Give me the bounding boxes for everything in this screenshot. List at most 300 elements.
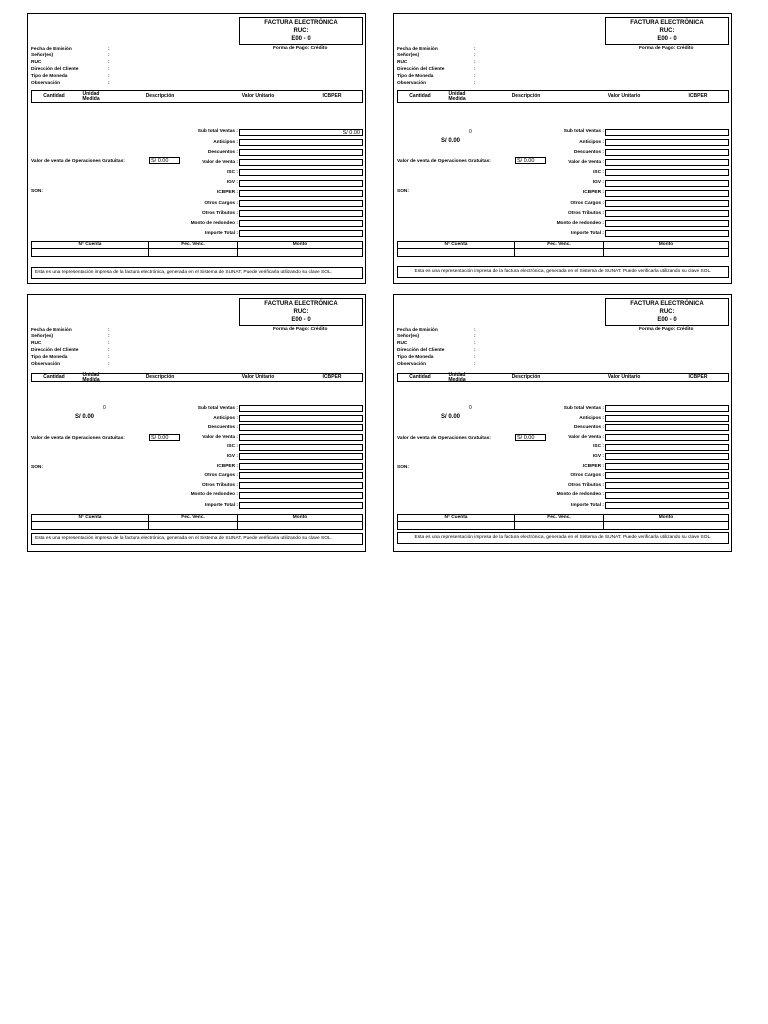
total-label: Valor de Venta : [202,434,238,440]
invoice-ruc: RUC: [293,308,309,315]
total-label: Descuentos : [573,425,604,431]
gratuitas-label: Valor de venta de Operaciones Gratuitas: [397,159,491,164]
payment-form: Forma de Pago: Crédito [273,46,328,51]
client-colon: : [108,60,110,66]
client-row-senor [31,334,191,341]
col-valor-unitario: Valor Unitario [241,92,275,99]
client-colon: : [108,327,110,333]
anticipos-value [605,415,729,422]
accounts-row [398,249,728,256]
client-row-direccion [31,66,191,73]
payment-form: Forma de Pago: Crédito [273,327,328,332]
invoice-top-left [27,13,366,284]
valor-venta-value [605,159,729,166]
client-label: Dirección del Cliente [31,67,79,73]
total-label: Otros Tributos : [202,210,238,216]
total-label: Anticipos : [579,415,604,421]
total-label: Sub total Ventas : [197,406,238,412]
accounts-table [31,241,363,257]
items-table-header [31,90,363,103]
total-row-anticipos [539,137,729,147]
total-row-redondeo [539,219,729,229]
cell-venc [149,522,238,529]
col-valor-unitario: Valor Unitario [607,92,641,99]
igv-value [239,453,363,460]
client-label: Señor(es) [31,53,54,59]
client-colon: : [108,67,110,73]
total-label: Valor de Venta : [568,434,604,440]
son-label: SON: [31,465,43,470]
total-row-otros-cargos [173,198,363,208]
total-row-valor-venta [539,158,729,168]
anticipos-value [239,139,363,146]
client-row-fecha [31,327,191,334]
col-fec-venc: Fec. Venc. [149,515,238,521]
total-label: Monto de redondeo : [556,492,604,498]
col-unidad-medida: Unidad Medida [82,371,100,383]
total-row-otros-tributos [539,481,729,491]
total-row-igv [173,452,363,462]
col-descripcion: Descripción [145,373,175,380]
cell-monto [604,522,728,529]
total-row-isc [539,168,729,178]
client-colon: : [108,80,110,86]
client-row-ruc [31,60,191,67]
otros-cargos-value [605,472,729,479]
subtotal-value: S/ 0.00 [239,129,363,136]
accounts-table [397,241,729,257]
subtotal-value [605,129,729,136]
client-label: Observación [397,361,427,367]
total-label: Monto de redondeo : [190,221,238,227]
total-label: Descuentos : [207,149,238,155]
invoice-bottom-right [393,294,732,552]
client-colon: : [108,348,110,354]
total-row-isc [173,442,363,452]
cell-monto [604,249,728,256]
gratuitas-label: Valor de venta de Operaciones Gratuitas: [31,436,125,441]
icbper-value [239,463,363,470]
col-cantidad: Cantidad [43,373,65,380]
col-descripcion: Descripción [511,373,541,380]
cell-cuenta [32,522,149,529]
total-row-importe-total [173,229,363,239]
col-monto: Monto [658,242,674,247]
client-info [31,327,191,368]
son-label: SON: [397,189,409,194]
total-row-valor-venta [539,433,729,443]
col-unidad-medida: Unidad Medida [82,90,100,102]
icbper-value [239,190,363,197]
total-row-subtotal [173,404,363,414]
otros-tributos-value [605,210,729,217]
client-colon: : [474,341,476,347]
valor-venta-value [239,159,363,166]
client-colon: : [474,53,476,59]
gratuitas-value: S/ 0.00 [515,434,546,441]
invoice-title: FACTURA ELECTRÓNICA [264,301,338,307]
total-row-isc [539,442,729,452]
total-label: IGV : [592,454,604,459]
anticipos-value [605,139,729,146]
descuentos-value [239,149,363,156]
col-nro-cuenta: N° Cuenta [32,242,149,248]
payment-form: Forma de Pago: Crédito [639,327,694,332]
client-label: Observación [31,80,61,86]
total-label: Otros Cargos : [204,473,238,479]
items-table-header [397,90,729,103]
totals-block [539,404,729,512]
col-nro-cuenta: N° Cuenta [398,515,515,521]
accounts-table [397,514,729,530]
items-table-header [31,373,363,382]
importe-total-value [605,502,729,509]
client-label: Fecha de Emisión [31,46,72,52]
total-label: ISC : [227,170,238,176]
total-label: ICBPER : [216,190,238,196]
invoice-serie: E00 - 0 [291,35,311,42]
client-row-senor [397,334,557,341]
total-row-importe-total [539,229,729,239]
total-row-redondeo [173,490,363,500]
redondeo-value [239,492,363,499]
total-label: Monto de redondeo : [190,492,238,498]
total-label: IGV : [592,180,604,186]
total-label: Otros Tributos : [202,482,238,488]
accounts-table [31,514,363,530]
client-colon: : [108,46,110,52]
client-label: RUC [397,60,408,66]
total-row-isc [173,168,363,178]
client-label: Fecha de Emisión [31,327,72,333]
invoice-serie: E00 - 0 [657,35,677,42]
total-label: Descuentos : [573,149,604,155]
legal-footer: Esta es una representación impresa de la factura electrónica, generada en el Sistema de SUNAT. Puede verificarla utilizando su clave SOL. [31,533,363,545]
client-label: Tipo de Moneda [31,354,68,360]
client-label: Tipo de Moneda [397,354,434,360]
client-colon: : [108,334,110,340]
redondeo-value [239,220,363,227]
client-row-senor [397,53,557,60]
igv-value [239,180,363,187]
invoice-top-right [393,13,732,284]
valor-venta-value [605,434,729,441]
gratuitas-value: S/ 0.00 [149,157,180,164]
totals-block [173,404,363,512]
total-row-otros-cargos [539,198,729,208]
invoice-serie: E00 - 0 [657,316,677,323]
total-row-importe-total [539,500,729,512]
total-row-icbper [539,188,729,198]
accounts-header [398,242,728,249]
accounts-row [398,522,728,529]
son-label: SON: [397,465,409,470]
isc-value [605,169,729,176]
client-info [397,327,557,368]
total-label: ICBPER : [216,463,238,469]
descuentos-value [605,424,729,431]
invoice-title: FACTURA ELECTRÓNICA [630,20,704,26]
total-label: ICBPER : [582,190,604,196]
total-label: ISC : [593,444,604,450]
client-colon: : [474,361,476,367]
col-unidad-medida: Unidad Medida [448,371,466,383]
total-row-icbper [539,462,729,472]
client-label: RUC [397,341,408,347]
client-colon: : [108,53,110,59]
total-row-subtotal [539,127,729,137]
client-colon: : [108,341,110,347]
cell-venc [515,522,604,529]
col-unidad-medida: Unidad Medida [448,90,466,102]
col-descripcion: Descripción [145,92,175,99]
isc-value [605,444,729,451]
isc-value [239,444,363,451]
col-cantidad: Cantidad [43,92,65,99]
client-label: Señor(es) [397,53,420,59]
total-row-importe-total [173,500,363,512]
gratuitas-value: S/ 0.00 [149,434,180,441]
zero-quantity: 0 [469,129,472,135]
client-label: RUC [31,60,42,66]
descuentos-value [239,424,363,431]
client-row-ruc [397,60,557,67]
client-label: Fecha de Emisión [397,327,438,333]
total-label: Anticipos : [579,139,604,145]
igv-value [605,453,729,460]
gratuitas-label: Valor de venta de Operaciones Gratuitas: [31,159,125,164]
total-row-redondeo [173,219,363,229]
legal-footer: Esta es una representación impresa de la factura electrónica, generada en el Sistema de SUNAT. Puede verificarla utilizando su clave SOL. [397,532,729,544]
total-row-anticipos [173,414,363,424]
total-row-subtotal [173,127,363,137]
total-label: Valor de Venta : [202,159,238,165]
col-icbper: ICBPER [688,92,708,99]
isc-value [239,169,363,176]
accounts-header [32,242,362,249]
accounts-row [32,249,362,256]
client-row-moneda [397,354,557,361]
redondeo-value [605,220,729,227]
subtotal-value [605,405,729,412]
total-row-descuentos [173,147,363,157]
client-colon: : [474,334,476,340]
totals-block [539,127,729,239]
total-label: Sub total Ventas : [563,129,604,135]
client-colon: : [108,354,110,360]
total-label: Valor de Venta : [568,159,604,165]
total-label: Importe Total : [571,231,604,237]
totals-block [173,127,363,239]
icbper-value [605,463,729,470]
total-row-descuentos [539,147,729,157]
client-row-ruc [397,341,557,348]
client-colon: : [474,348,476,354]
descuentos-value [605,149,729,156]
invoice-bottom-left [27,294,366,552]
total-row-igv [173,178,363,188]
igv-value [605,180,729,187]
client-colon: : [108,361,110,367]
col-monto: Monto [658,515,674,520]
client-row-moneda [397,73,557,80]
col-fec-venc: Fec. Venc. [515,515,604,521]
total-label: Otros Tributos : [568,482,604,488]
cell-cuenta [398,249,515,256]
zero-quantity: 0 [103,405,106,411]
client-label: Fecha de Emisión [397,46,438,52]
client-label: Dirección del Cliente [397,67,445,73]
client-label: Dirección del Cliente [31,348,79,354]
col-descripcion: Descripción [511,92,541,99]
total-label: Otros Tributos : [568,210,604,216]
total-row-valor-venta [173,433,363,443]
client-label: Señor(es) [31,334,54,340]
total-label: Otros Cargos : [570,473,604,479]
invoice-ruc: RUC: [659,308,675,315]
invoice-header-box [605,298,729,326]
otros-tributos-value [239,482,363,489]
client-colon: : [474,80,476,86]
cell-monto [238,249,362,256]
total-row-igv [539,452,729,462]
col-icbper: ICBPER [322,92,342,99]
invoice-header-box [605,17,729,45]
invoice-title: FACTURA ELECTRÓNICA [630,301,704,307]
client-label: Observación [31,361,61,367]
total-label: Descuentos : [207,425,238,431]
client-label: RUC [31,341,42,347]
client-colon: : [474,73,476,79]
client-label: Señor(es) [397,334,420,340]
total-row-otros-cargos [539,471,729,481]
total-row-subtotal [539,404,729,414]
total-row-igv [539,178,729,188]
client-row-observacion [397,80,557,87]
payment-form: Forma de Pago: Crédito [639,46,694,51]
otros-tributos-value [605,482,729,489]
col-valor-unitario: Valor Unitario [241,373,275,380]
client-colon: : [108,73,110,79]
total-row-descuentos [173,423,363,433]
col-monto: Monto [292,242,308,247]
col-valor-unitario: Valor Unitario [607,373,641,380]
valor-venta-value [239,434,363,441]
total-row-icbper [173,188,363,198]
zero-amount: S/ 0.00 [441,138,461,144]
invoice-header-box [239,17,363,45]
total-row-otros-tributos [173,481,363,491]
total-label: Anticipos : [213,415,238,421]
client-row-senor [31,53,191,60]
col-icbper: ICBPER [688,373,708,380]
total-label: Monto de redondeo : [556,221,604,227]
total-row-icbper [173,462,363,472]
client-row-direccion [31,347,191,354]
col-cantidad: Cantidad [409,373,431,380]
total-label: Importe Total : [205,503,238,509]
client-colon: : [474,327,476,333]
total-label: IGV : [226,180,238,186]
client-row-observacion [31,80,191,87]
client-info [31,46,191,87]
total-row-otros-tributos [173,209,363,219]
son-label: SON: [31,189,43,194]
client-colon: : [474,46,476,52]
total-row-descuentos [539,423,729,433]
total-label: Otros Cargos : [570,200,604,206]
client-row-observacion [397,361,557,368]
total-label: ISC : [227,444,238,450]
col-nro-cuenta: N° Cuenta [398,242,515,248]
total-label: Importe Total : [571,503,604,509]
client-row-observacion [31,361,191,368]
accounts-header [398,515,728,522]
client-label: Observación [397,80,427,86]
client-colon: : [474,67,476,73]
client-row-moneda [31,73,191,80]
otros-cargos-value [605,200,729,207]
cell-venc [149,249,238,256]
total-label: Anticipos : [213,139,238,145]
total-row-otros-tributos [539,209,729,219]
client-label: Tipo de Moneda [397,73,434,79]
invoice-serie: E00 - 0 [291,316,311,323]
col-nro-cuenta: N° Cuenta [32,515,149,521]
subtotal-value [239,405,363,412]
importe-total-value [239,502,363,509]
items-table-header [397,373,729,382]
anticipos-value [239,415,363,422]
total-label: Importe Total : [205,231,238,237]
invoice-ruc: RUC: [659,27,675,34]
client-label: Tipo de Moneda [31,73,68,79]
otros-cargos-value [239,200,363,207]
client-row-moneda [31,354,191,361]
cell-venc [515,249,604,256]
client-row-fecha [31,46,191,53]
client-label: Dirección del Cliente [397,348,445,354]
zero-amount: S/ 0.00 [75,414,95,420]
total-label: Otros Cargos : [204,200,238,206]
col-icbper: ICBPER [322,373,342,380]
total-row-otros-cargos [173,471,363,481]
cell-monto [238,522,362,529]
client-row-direccion [397,347,557,354]
client-row-fecha [397,327,557,334]
client-info [397,46,557,87]
legal-footer: Esta es una representación impresa de la factura electrónica, generada en el Sistema de SUNAT. Puede verificarla utilizando su clave SOL. [31,267,363,279]
accounts-header [32,515,362,522]
zero-quantity: 0 [469,405,472,411]
total-label: ISC : [593,170,604,176]
cell-cuenta [32,249,149,256]
zero-amount: S/ 0.00 [441,414,461,420]
total-row-anticipos [539,414,729,424]
legal-footer: Esta es una representación impresa de la factura electrónica, generada en el Sistema de SUNAT. Puede verificarla utilizando su clave SOL. [397,266,729,278]
total-label: ICBPER : [582,463,604,469]
col-cantidad: Cantidad [409,92,431,99]
total-row-valor-venta [173,158,363,168]
total-label: Sub total Ventas : [197,129,238,135]
col-monto: Monto [292,515,308,520]
total-label: Sub total Ventas : [563,406,604,412]
cell-cuenta [398,522,515,529]
invoice-header-box [239,298,363,326]
icbper-value [605,190,729,197]
total-row-redondeo [539,490,729,500]
invoice-title: FACTURA ELECTRÓNICA [264,20,338,26]
